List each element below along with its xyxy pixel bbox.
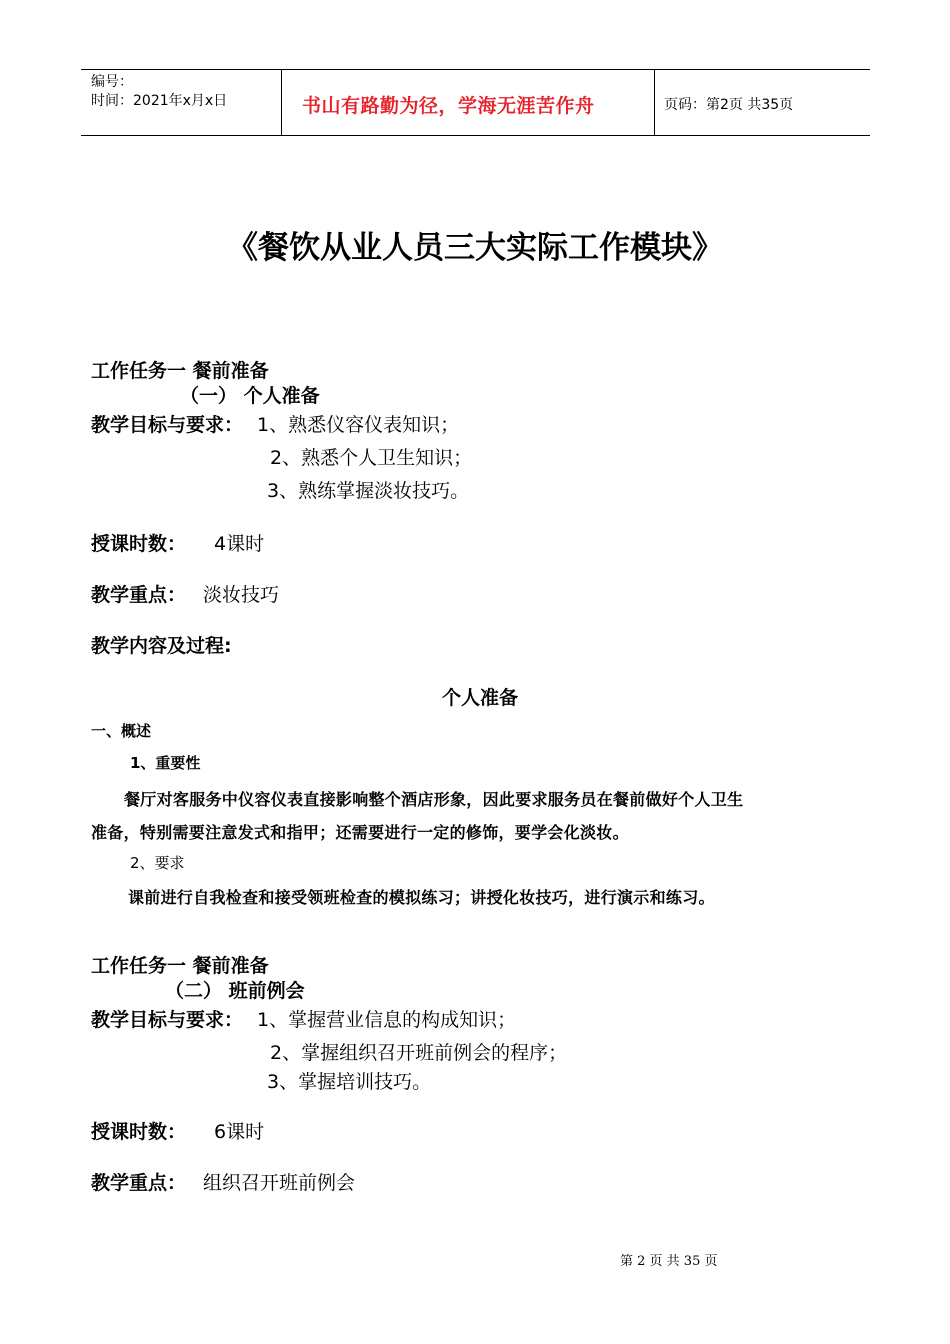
task1-heading: 工作任务一 餐前准备 — [91, 360, 269, 382]
paragraph-importance-line1: 餐厅对客服务中仪容仪表直接影响整个酒店形象，因此要求服务员在餐前做好个人卫生 — [124, 790, 744, 809]
task1-goals-label: 教学目标与要求： — [91, 414, 244, 436]
page-footer: 第 2 页 共 35 页 — [620, 1254, 718, 1269]
header-page-info: 页码：第2页 共35页 — [664, 97, 794, 113]
task2-heading: 工作任务一 餐前准备 — [91, 955, 269, 977]
task2-focus-value: 组织召开班前例会 — [203, 1172, 356, 1194]
task1-hours-label: 授课时数： — [91, 533, 187, 555]
task1-subheading: （一） 个人准备 — [180, 385, 320, 407]
task2-hours-value: 6课时 — [214, 1121, 265, 1143]
task2-goal-2: 2、掌握组织召开班前例会的程序； — [270, 1042, 568, 1064]
task2-focus-label: 教学重点： — [91, 1172, 187, 1194]
task1-goal-1: 1、熟悉仪容仪表知识； — [257, 414, 460, 436]
task1-goal-2: 2、熟悉个人卫生知识； — [270, 447, 473, 469]
overview-heading: 一、概述 — [91, 722, 152, 740]
requirement-heading: 2、要求 — [130, 854, 185, 872]
task1-content-label: 教学内容及过程: — [91, 635, 232, 657]
header-top-border — [81, 69, 870, 70]
task2-subheading: （二） 班前例会 — [165, 980, 305, 1002]
task2-goal-3: 3、掌握培训技巧。 — [267, 1071, 432, 1093]
document-title: 《餐饮从业人员三大实际工作模块》 — [227, 230, 723, 266]
task1-focus-value: 淡妆技巧 — [203, 584, 280, 606]
importance-heading: 1、重要性 — [130, 754, 201, 772]
paragraph-importance-line2: 准备，特别需要注意发式和指甲；还需要进行一定的修饰，要学会化淡妆。 — [91, 823, 629, 842]
section-title-personal-prep: 个人准备 — [442, 687, 519, 709]
header-number-label: 编号： — [91, 74, 133, 90]
header-motto: 书山有路勤为径，学海无涯苦作舟 — [302, 95, 595, 117]
task2-hours-label: 授课时数： — [91, 1121, 187, 1143]
task2-goal-1: 1、掌握营业信息的构成知识； — [257, 1009, 517, 1031]
task1-hours-value: 4课时 — [214, 533, 265, 555]
task1-focus-label: 教学重点： — [91, 584, 187, 606]
paragraph-requirement: 课前进行自我检查和接受领班检查的模拟练习；讲授化妆技巧，进行演示和练习。 — [128, 888, 715, 907]
header-divider-left — [281, 69, 282, 136]
header-time-label: 时间：2021年x月x日 — [91, 93, 228, 109]
task2-goals-label: 教学目标与要求： — [91, 1009, 244, 1031]
header-divider-right — [654, 69, 655, 136]
task1-goal-3: 3、熟练掌握淡妆技巧。 — [267, 480, 470, 502]
header-bottom-border — [81, 135, 870, 136]
